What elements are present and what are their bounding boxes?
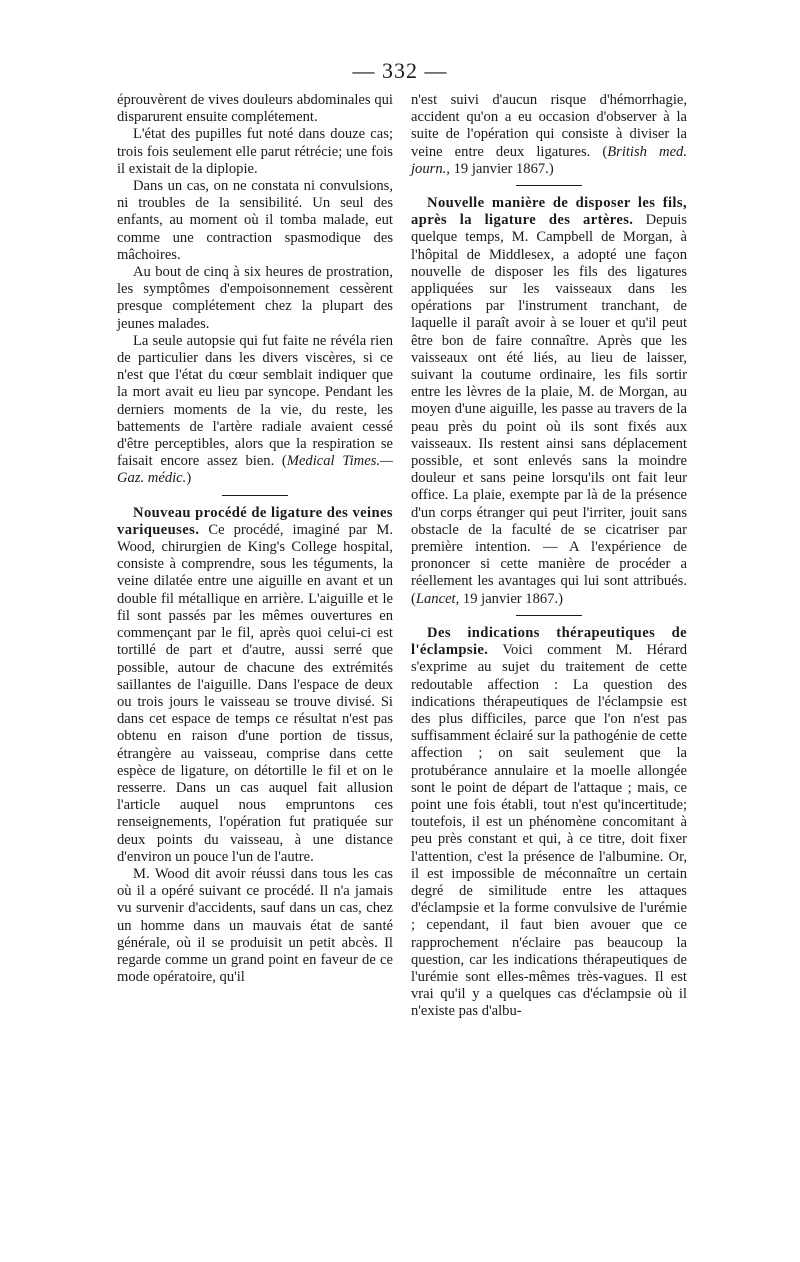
paragraph-text: 19 janvier 1867.) — [449, 160, 554, 177]
citation: British med. journ., — [411, 143, 687, 177]
paragraph-text: ) — [186, 470, 192, 487]
paragraph-text: n'est suivi d'aucun risque d'hémorrhagie, accident qu'on a eu occasion d'observer à la suite de l'opération qui consiste à diviser la veine entre deux ligatures. ( — [411, 92, 687, 160]
article-heading: Nouvelle manière de disposer les fils, après la ligature des artères. — [411, 195, 687, 229]
article-paragraph — [411, 195, 687, 608]
paragraph-text: Voici comment M. Hérard s'exprime au sujet du traitement de cette redoutable affection : La question des indications thérapeutiques de l'éclampsie est des plus difficiles, parce que l'on n'est pas suffisamment éclairé sur la pathogénie de cette affection ; on sait seulement que la protubérance annulaire et la moelle allongée sont le point de départ de l'attaque ; mais, ce point une fois établi, tout n'est qu'incertitude; toutefois, il est un phénomène concomitant à peu près constant et qui, à ce titre, doit fixer l'attention, c'est la présence de l'albumine. Or, il est impossible de méconnaître un certain degré de similitude entre les attaques d'éclampsie et la forme convulsive de l'urémie ; cependant, il faut bien avouer que ce rapprochement n'éclaire pas beaucoup la question, car les indications thérapeutiques de l'urémie sont elles-mêmes très-vagues. Il est vrai qu'il y a quelques cas d'éclampsie où il n'existe pas d'albu- — [411, 642, 687, 1020]
article-paragraph — [411, 625, 687, 1021]
article-paragraph — [117, 505, 393, 866]
paragraph: M. Wood dit avoir réussi dans tous les cas où il a opéré suivant ce procédé. Il n'a jamais vu survenir d'accidents, sauf dans un cas, chez un homme dans un mauvais état de santé générale, où il se produisit un petit abcès. Il regarde comme un grand point en faveur de ce mode opératoire, qu'il — [117, 865, 393, 986]
section-divider — [222, 495, 288, 496]
paragraph: Au bout de cinq à six heures de prostration, les symptômes d'empoisonnement cessèrent presque complétement chez la plupart des jeunes malades. — [117, 264, 393, 332]
paragraph-text: La seule autopsie qui fut faite ne révéla rien de particulier dans les divers viscères, si ce n'est que l'état du cœur semblait indiquer que la mort avait eu lieu par syncope. Pendant les derniers moments de la vie, du reste, les battements de l'artère radiale avaient cessé d'être perceptibles, alors que la respiration se faisait encore assez bien. ( — [117, 332, 393, 470]
paragraph-text: Depuis quelque temps, M. Campbell de Morgan, à l'hôpital de Middlesex, a adopté une façon nouvelle de disposer les fils des ligatures appliquées sur les vaisseaux dans les opérations par l'instrument tranchant, de laquelle il paraît avoir à se louer et qu'il peut être bon de faire connaître. Après que les vaisseaux ont été liés, au lieu de laisser, suivant la coutume ordinaire, les fils sortir entre les lèvres de la plaie, M. de Morgan, au moyen d'une aiguille, les passe au travers de la peau près du point où ils sont fixés aux vaisseaux. Ils restent ainsi sans déplacement possible, et sont enlevés sans la moindre douleur et sans peine lorsqu'ils ont fait leur office. La plaie, exempte par là de la présence d'un corps étranger qui peut l'irriter, jouit sans obstacle de la faculté de se cicatriser par première intention. — A l'expérience de prononcer si cette manière de procéder a réellement les avantages qui lui sont attribués. ( — [411, 212, 687, 607]
paragraph-text: Ce procédé, imaginé par M. Wood, chirurgien de King's College hospital, consiste à comprendre, sous les téguments, la veine dilatée entre une aiguille en avant et un double fil métallique en arrière. L'aiguille et le fil sont passés par les mêmes ouvertures en commençant par le fil, après quoi celui-ci est tortillé de part et d'autre, aussi serré que possible, autour de chacune des extrémités saillantes de l'aiguille. Dans l'espace de deux ou trois jours le vaisseau se trouve divisé. Si dans cet espace de temps ce résultat n'est pas obtenu en raison d'une portion de tissus, étrangère au vaisseau, comprise dans cette espèce de ligature, on détortille le fil et on le resserre. Dans un cas auquel fait allusion l'article auquel nous empruntons ces renseignements, l'opération fut pratiquée sur deux points du vaisseau, à une distance d'environ un pouce l'un de l'autre. — [117, 521, 393, 865]
paragraph: L'état des pupilles fut noté dans douze cas; trois fois seulement elle parut rétrécie; une fois il existait de la diplopie. — [117, 126, 393, 177]
citation: Lancet, — [415, 590, 460, 607]
paragraph — [117, 333, 393, 488]
article-heading: Nouveau procédé de ligature des veines variqueuses. — [117, 504, 393, 538]
article-heading: Des indications thérapeutiques de l'éclampsie. — [411, 624, 687, 659]
right-column — [411, 92, 687, 1021]
paragraph: Dans un cas, on ne constata ni convulsions, ni troubles de la sensibilité. Un seul des enfants, au moment où il tomba malade, eut comme une contraction spasmodique des mâchoires. — [117, 178, 393, 263]
section-divider — [516, 615, 582, 616]
section-divider — [516, 185, 582, 186]
paragraph: éprouvèrent de vives douleurs abdominales qui disparurent ensuite complétement. — [117, 92, 393, 126]
citation: Medical Times.—Gaz. médic. — [117, 453, 394, 487]
left-column — [117, 92, 393, 986]
page-number: — 332 — — [352, 58, 448, 83]
paragraph-text: 19 janvier 1867.) — [459, 590, 564, 607]
paragraph — [411, 92, 687, 178]
